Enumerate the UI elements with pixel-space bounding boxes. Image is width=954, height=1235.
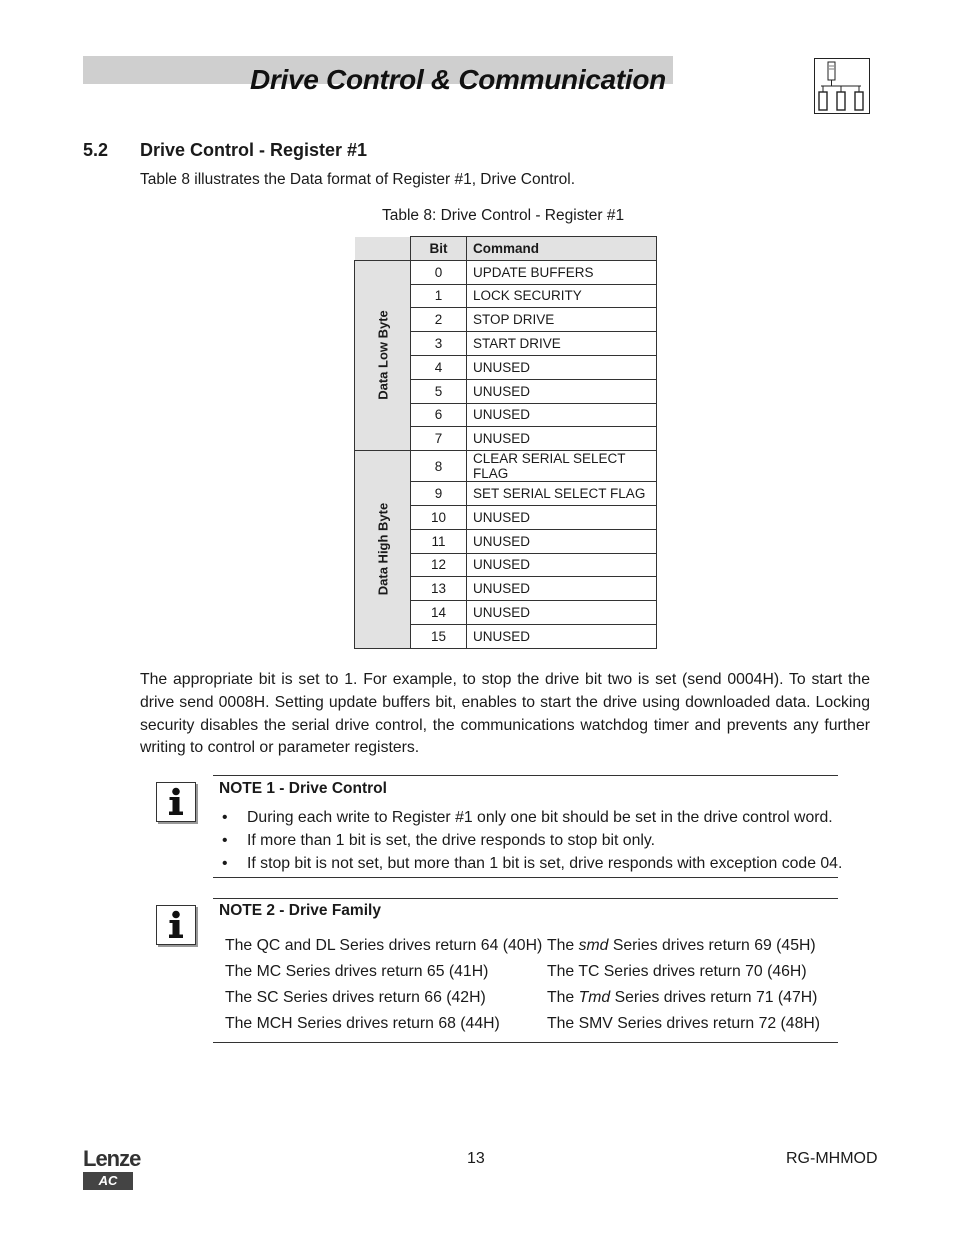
bit-cell: 1 xyxy=(411,284,467,308)
group-label: Data Low Byte xyxy=(375,310,390,401)
bit-cell: 6 xyxy=(411,403,467,427)
note2-title: NOTE 2 - Drive Family xyxy=(219,902,381,919)
note1-top-rule xyxy=(213,775,838,776)
drive-family-left-list xyxy=(225,933,542,1037)
list-item: The TC Series drives return 70 (46H) xyxy=(547,963,807,980)
bit-cell: 0 xyxy=(411,260,467,284)
page-number: 13 xyxy=(467,1150,485,1167)
bit-cell: 5 xyxy=(411,379,467,403)
table-row xyxy=(355,260,657,284)
list-item: • If more than 1 bit is set, the drive responds to stop bit only. xyxy=(219,829,842,852)
note2-bottom-rule xyxy=(213,1042,838,1043)
command-cell: STOP DRIVE xyxy=(467,308,657,332)
bit-cell: 4 xyxy=(411,355,467,379)
lenze-logo xyxy=(83,1148,140,1208)
bit-cell: 11 xyxy=(411,529,467,553)
command-column-header: Command xyxy=(467,237,657,261)
command-cell: UNUSED xyxy=(467,403,657,427)
bit-cell: 8 xyxy=(411,451,467,482)
data-low-byte-group xyxy=(355,260,411,450)
section-intro: Table 8 illustrates the Data format of Register #1, Drive Control. xyxy=(140,171,576,188)
header-spacer xyxy=(355,237,411,261)
command-cell: UNUSED xyxy=(467,355,657,379)
command-cell: UNUSED xyxy=(467,624,657,648)
table-header-row xyxy=(355,237,657,261)
note1-bottom-rule xyxy=(213,877,838,878)
command-cell: UPDATE BUFFERS xyxy=(467,260,657,284)
command-cell: START DRIVE xyxy=(467,332,657,356)
note1-title: NOTE 1 - Drive Control xyxy=(219,780,387,797)
section-title: Drive Control - Register #1 xyxy=(140,140,368,160)
command-cell: SET SERIAL SELECT FLAG xyxy=(467,482,657,506)
table-caption: Table 8: Drive Control - Register #1 xyxy=(382,207,625,224)
bit-cell: 14 xyxy=(411,601,467,625)
note1-bullets xyxy=(219,806,842,875)
group-label: Data High Byte xyxy=(375,503,390,596)
bit-cell: 2 xyxy=(411,308,467,332)
note2-top-rule xyxy=(213,898,838,899)
command-cell: UNUSED xyxy=(467,553,657,577)
table-row xyxy=(355,451,657,482)
bit-cell: 12 xyxy=(411,553,467,577)
logo-wordmark: Lenze xyxy=(83,1146,141,1171)
bit-cell: 10 xyxy=(411,505,467,529)
command-cell: UNUSED xyxy=(467,427,657,451)
document-id: RG-MHMOD xyxy=(786,1150,878,1167)
bit-column-header: Bit xyxy=(411,237,467,261)
command-cell: UNUSED xyxy=(467,529,657,553)
drive-family-right-list xyxy=(547,933,820,1037)
list-item: The MC Series drives return 65 (41H) xyxy=(225,963,489,980)
command-cell: UNUSED xyxy=(467,577,657,601)
network-drives-icon xyxy=(814,58,870,114)
bit-cell: 13 xyxy=(411,577,467,601)
list-item: • During each write to Register #1 only one bit should be set in the drive control word. xyxy=(219,806,842,829)
data-high-byte-group xyxy=(355,451,411,649)
list-item: The MCH Series drives return 68 (44H) xyxy=(225,1015,500,1032)
logo-subbrand: AC Tech xyxy=(83,1172,133,1190)
bit-cell: 15 xyxy=(411,624,467,648)
command-cell: UNUSED xyxy=(467,601,657,625)
bit-cell: 3 xyxy=(411,332,467,356)
body-paragraph: The appropriate bit is set to 1. For example, to stop the drive bit two is set (send 0004H). To start the drive send 0008H. Setting update buffers bit, enables to start the drive using downloaded data. Locking security disables the serial drive control, the communications watchdog timer and prevents any further writing to control or parameter registers. xyxy=(140,671,870,757)
info-icon xyxy=(156,905,196,945)
register-table xyxy=(354,236,657,649)
bit-cell: 7 xyxy=(411,427,467,451)
list-item: The Tmd Series drives return 71 (47H) xyxy=(547,989,818,1006)
command-cell: UNUSED xyxy=(467,379,657,403)
list-item: The SMV Series drives return 72 (48H) xyxy=(547,1015,821,1032)
command-cell: UNUSED xyxy=(467,505,657,529)
list-item: The SC Series drives return 66 (42H) xyxy=(225,989,486,1006)
section-number: 5.2 xyxy=(83,140,109,160)
command-cell: LOCK SECURITY xyxy=(467,284,657,308)
info-icon xyxy=(156,782,196,822)
list-item: • If stop bit is not set, but more than 1 bit is set, drive responds with exception code 04. xyxy=(219,852,842,875)
page-title: Drive Control & Communication xyxy=(250,64,666,95)
list-item: The QC and DL Series drives return 64 (40H) xyxy=(225,937,543,954)
bit-cell: 9 xyxy=(411,482,467,506)
command-cell: CLEAR SERIAL SELECT FLAG xyxy=(467,451,657,482)
list-item: The smd Series drives return 69 (45H) xyxy=(547,937,816,954)
